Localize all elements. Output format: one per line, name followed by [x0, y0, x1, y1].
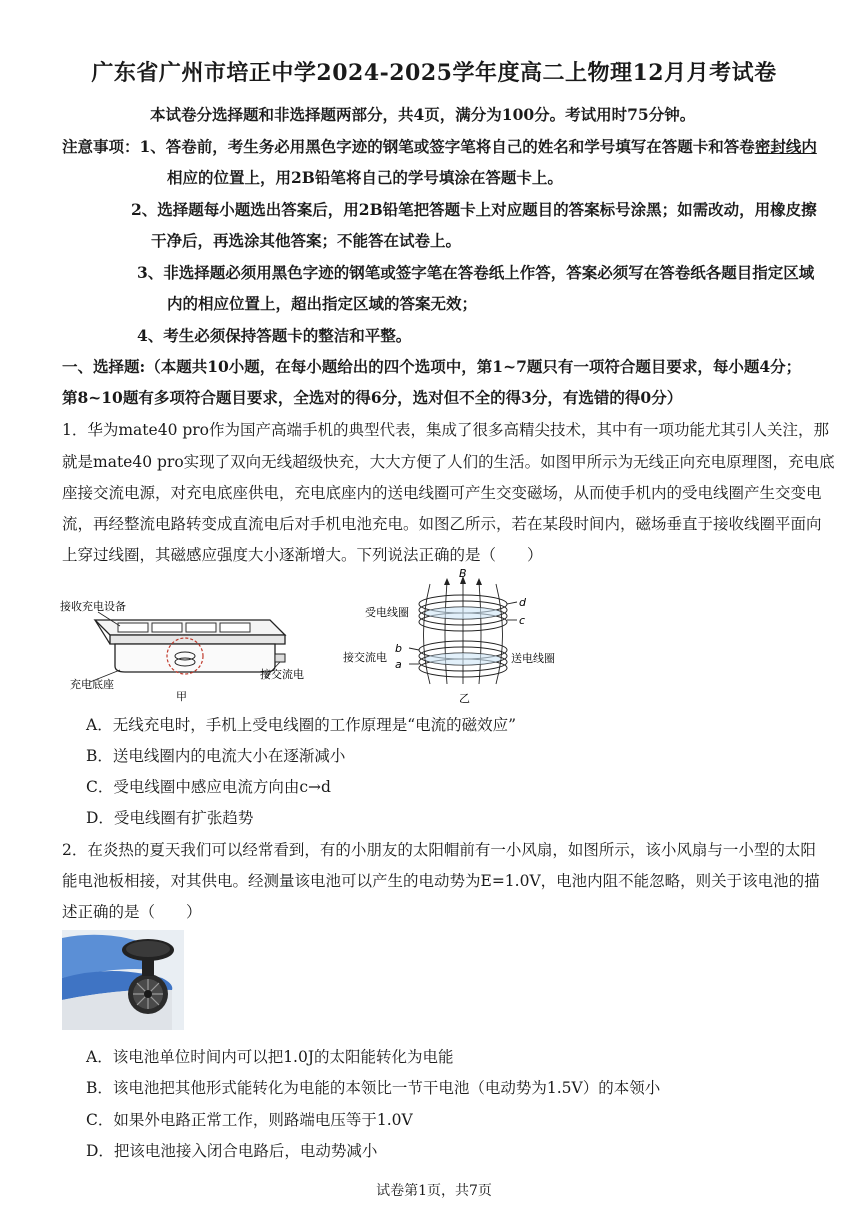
q1-line-3: 座接交流电源，对充电底座供电，充电底座内的送电线圈可产生交变磁场，从而使手机内的受电线圈产生交变电 [62, 484, 822, 502]
q2-option-d: D．把该电池接入闭合电路后，电动势减小 [86, 1142, 378, 1160]
fig-yi-c-label: c [519, 614, 526, 627]
q2-option-c: C．如果外电路正常工作，则路端电压等于1.0V [86, 1111, 413, 1129]
q2-line-3: 述正确的是（ ） [62, 903, 202, 921]
fig-jia-caption: 甲 [176, 690, 187, 703]
q1-option-b: B．送电线圈内的电流大小在逐渐减小 [86, 747, 346, 765]
fig-jia-device-label: 接收充电设备 [60, 600, 126, 613]
fig-jia-base-label: 充电底座 [70, 678, 114, 691]
exam-intro: 本试卷分选择题和非选择题两部分，共4页，满分为100分。考试用时75分钟。 [150, 105, 696, 124]
fig-jia-ac-label: 接交流电 [260, 668, 304, 681]
section-heading-1: 一、选择题:（本题共10小题，在每小题给出的四个选项中，第1~7题只有一项符合题目要求，每小题4分； [62, 357, 802, 376]
q2-option-a: A．该电池单位时间内可以把1.0J的太阳能转化为电能 [86, 1048, 454, 1066]
q1-line-4: 流，再经整流电路转变成直流电后对手机电池充电。如图乙所示，若在某段时间内，磁场垂直于接收线圈平面向 [62, 515, 822, 533]
q2-line-1: 2．在炎热的夏天我们可以经常看到，有的小朋友的太阳帽前有一小风扇，如图所示，该小风扇与一小型的太阳 [62, 841, 816, 859]
figure-yi-coils [335, 566, 565, 706]
note-2b: 干净后，再选涂其他答案；不能答在试卷上。 [151, 231, 462, 250]
q1-option-c: C．受电线圈中感应电流方向由c→d [86, 778, 331, 796]
note-1a: 1、答卷前，考生务必用黑色字迹的钢笔或签字笔将自己的姓名和学号填写在答题卡和答卷 [139, 137, 755, 156]
fig-yi-b-terminal: b [395, 642, 402, 655]
notes-line-1 [62, 135, 817, 157]
fig-yi-caption: 乙 [459, 692, 470, 705]
fig-yi-ac-label: 接交流电 [343, 651, 387, 664]
note-2a: 2、选择题每小题选出答案后，用2B铅笔把答题卡上对应题目的答案标号涂黑；如需改动，用橡皮擦 [131, 200, 817, 219]
hat-fan-photo [62, 930, 184, 1030]
notes-label: 注意事项： [62, 137, 140, 156]
fig-yi-b-label: B [459, 567, 467, 580]
note-1-underlined: 密封线内 [754, 137, 817, 156]
note-3a: 3、非选择题必须用黑色字迹的钢笔或签字笔在答卷纸上作答，答案必须写在答卷纸各题目指定区域 [137, 263, 815, 282]
note-4: 4、考生必须保持答题卡的整洁和平整。 [137, 326, 412, 345]
q1-line-2: 就是mate40 pro实现了双向无线超级快充，大大方便了人们的生活。如图甲所示为无线正向充电原理图，充电底 [62, 453, 835, 471]
fig-yi-send-label: 送电线圈 [511, 652, 555, 665]
page-title: 广东省广州市培正中学2024-2025学年度高二上物理12月月考试卷 [91, 60, 777, 86]
section-heading-2: 第8~10题有多项符合题目要求，全选对的得6分，选对但不全的得3分，有选错的得0分） [62, 388, 683, 407]
fig-yi-d-label: d [519, 596, 526, 609]
fig-yi-a-terminal: a [395, 658, 402, 671]
q2-line-2: 能电池板相接，对其供电。经测量该电池可以产生的电动势为E=1.0V，电池内阻不能忽略，则关于该电池的描 [62, 872, 820, 890]
page-footer: 试卷第1页，共7页 [376, 1183, 492, 1199]
q1-option-a: A．无线充电时，手机上受电线圈的工作原理是“电流的磁效应” [86, 716, 517, 734]
note-3b: 内的相应位置上，超出指定区域的答案无效； [167, 294, 478, 313]
q1-option-d: D．受电线圈有扩张趋势 [86, 809, 254, 827]
q1-line-1: 1．华为mate40 pro作为国产高端手机的典型代表，集成了很多高精尖技术，其中有一项功能尤其引人关注，那 [62, 421, 830, 439]
note-1b: 相应的位置上，用2B铅笔将自己的学号填涂在答题卡上。 [167, 168, 563, 187]
q2-option-b: B．该电池把其他形式能转化为电能的本领比一节干电池（电动势为1.5V）的本领小 [86, 1079, 661, 1097]
figure-jia-charging-base [60, 590, 320, 705]
q1-line-5: 上穿过线圈，其磁感应强度大小逐渐增大。下列说法正确的是（ ） [62, 546, 543, 564]
fig-yi-recv-label: 受电线圈 [365, 606, 409, 619]
